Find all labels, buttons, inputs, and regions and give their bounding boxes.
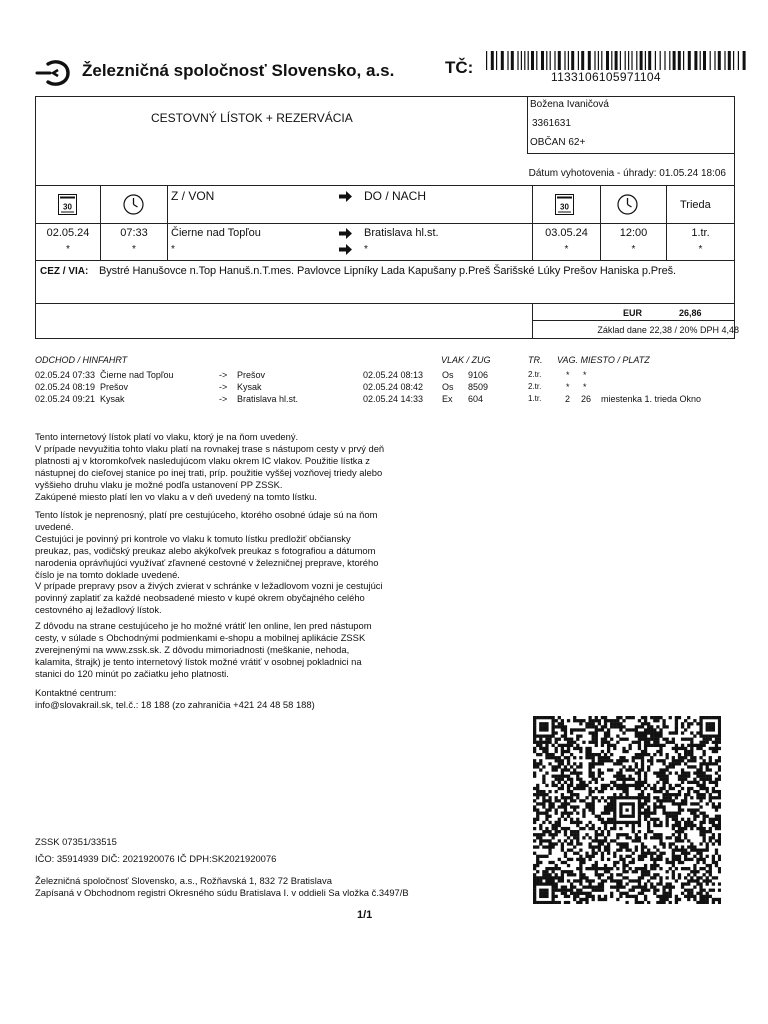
- tc-label: TČ:: [445, 58, 474, 77]
- passenger-name: Božena Ivaničová: [530, 99, 609, 110]
- footer-code: ZSSK 07351/33515: [35, 836, 117, 847]
- to-header: DO / NACH: [364, 189, 427, 203]
- contact-paragraph: [35, 687, 435, 711]
- row-arrow: ->: [219, 370, 228, 380]
- clock-icon: [617, 194, 638, 215]
- tax-line: Základ dane 22,38 / 20% DPH 4,48: [597, 325, 739, 335]
- footer-registry: Zapísaná v Obchodnom registri Okresného súdu Bratislava I. v oddieli Sa vložka č.3497/B: [35, 887, 409, 898]
- row-from: Čierne nad Topľou: [100, 370, 174, 380]
- row-departure: 02.05.24 08:19: [35, 382, 96, 392]
- destination-station: Bratislava hl.st.: [364, 227, 439, 239]
- zssk-logo-icon: [34, 58, 72, 88]
- price: 26,86: [679, 308, 702, 318]
- journey-header-train: VLAK / ZUG: [441, 355, 491, 365]
- departure-time: 07:33: [120, 227, 148, 239]
- footer-address: Železničná spoločnosť Slovensko, a.s., Rožňavská 1, 832 72 Bratislava: [35, 875, 332, 886]
- valid-until-time: 12:00: [619, 227, 648, 239]
- passenger-category: OBČAN 62+: [530, 137, 586, 148]
- transferability-paragraph: Tento lístok je neprenosný, platí pre cestujúceho, ktorého osobné údaje sú na ňom uvedené. Cestujúci je povinný pri kontrole vo vlaku k tomuto lístku predložiť občiansky preukaz, pas, vodičský preukaz alebo akýkoľvek preukaz s fotografiou a dátumom narodenia oprávňujúci využívať zľavnené cestovné v železničnej preprave, ktorého číslo je na tomto doklade uvedené. V prípade prepravy psov a živých zvierat v schránke v ležadlovom vozni je cestujúci povinný zaplatiť za každé neobsadené miesto v kupé okrem obyčajného celého cestovného aj ležadlový lístok.: [35, 509, 383, 616]
- destination-star: *: [364, 244, 368, 255]
- calendar-icon: [555, 194, 574, 215]
- calendar-icon: [58, 194, 77, 215]
- row-train-number: 604: [468, 394, 484, 404]
- barcode-number: 1133106105971104: [551, 70, 661, 84]
- valid-until-date-star: *: [564, 244, 569, 255]
- valid-until-time-star: *: [631, 244, 636, 255]
- contact-details: info@slovakrail.sk, tel.č.: 18 188 (zo zahraničia +421 24 48 58 188): [35, 698, 315, 710]
- footer-ids: IČO: 35914939 DIČ: 2021920076 IČ DPH:SK2021920076: [35, 853, 277, 864]
- journey-header-departure: ODCHOD / HINFAHRT: [35, 355, 128, 365]
- departure-date: 02.05.24: [46, 227, 90, 239]
- valid-until-date: 03.05.24: [545, 227, 588, 239]
- row-from: Prešov: [100, 382, 129, 392]
- departure-time-star: *: [132, 244, 136, 255]
- row-class: 2.tr.: [528, 370, 542, 379]
- row-train-type: Os: [442, 382, 454, 392]
- currency: EUR: [623, 308, 643, 318]
- row-departure: 02.05.24 07:33: [35, 370, 96, 380]
- departure-date-star: *: [66, 244, 70, 255]
- row-to: Kysak: [237, 382, 262, 392]
- ticket-title: CESTOVNÝ LÍSTOK + REZERVÁCIA: [151, 111, 353, 125]
- row-to: Bratislava hl.st.: [237, 394, 299, 404]
- from-header: Z / VON: [171, 189, 215, 203]
- arrow-right-icon: [339, 228, 352, 239]
- row-arrow: ->: [219, 394, 228, 404]
- via-stations: Bystré Hanušovce n.Top Hanuš.n.T.mes. Pavlovce Lipníky Lada Kapušany p.Preš Šarišské Lúky Prešov Haniska p.Preš.: [99, 265, 676, 277]
- row-seat: 26: [581, 394, 592, 404]
- journey-header-seat: VAG. MIESTO / PLATZ: [557, 355, 650, 365]
- calendar-icon-label: 30: [63, 202, 72, 212]
- row-arrow: ->: [219, 382, 228, 392]
- calendar-icon-label: 30: [560, 202, 569, 212]
- origin-station: Čierne nad Topľou: [171, 227, 261, 239]
- row-from: Kysak: [100, 394, 125, 404]
- row-note: miestenka 1. trieda Okno: [601, 394, 702, 404]
- arrow-right-icon: [339, 244, 352, 255]
- origin-star: *: [171, 244, 175, 255]
- travel-class: 1.tr.: [691, 227, 710, 239]
- row-to: Prešov: [237, 370, 266, 380]
- row-train-type: Os: [442, 370, 454, 380]
- passenger-id: 3361631: [532, 118, 571, 129]
- row-arrival: 02.05.24 08:42: [363, 382, 424, 392]
- contact-label: Kontaktné centrum:: [35, 687, 117, 698]
- arrow-right-icon: [339, 191, 352, 202]
- row-car: *: [566, 370, 570, 380]
- row-car: *: [566, 382, 570, 392]
- qr-code-icon: [533, 716, 721, 904]
- journey-header-class: TR.: [528, 355, 543, 365]
- clock-icon: [123, 194, 144, 215]
- row-seat: *: [583, 382, 587, 392]
- row-train-type: Ex: [442, 394, 453, 404]
- company-title: Železničná spoločnosť Slovensko, a.s.: [82, 61, 395, 80]
- class-header: Trieda: [680, 199, 711, 211]
- row-arrival: 02.05.24 14:33: [363, 394, 424, 404]
- page-number: 1/1: [357, 909, 373, 921]
- row-departure: 02.05.24 09:21: [35, 394, 96, 404]
- row-class: 1.tr.: [528, 394, 542, 403]
- row-car: 2: [565, 394, 571, 404]
- via-label: CEZ / VIA:: [40, 266, 89, 277]
- row-seat: *: [583, 370, 587, 380]
- refund-paragraph: Z dôvodu na strane cestujúceho je ho možné vrátiť len online, len pred nástupom cesty, v súlade s Obchodnými podmienkami e-shopu a mobilnej aplikácie ZSSK zverejnenými na www.zssk.sk. Z dôvodu mimoriadnosti (meškanie, nehoda, kalamita, štrajk) je tento internetový lístok možné vrátiť v osobnej pokladnici na stanici do 120 minút po začiatku jeho platnosti.: [35, 620, 372, 679]
- issue-date: Dátum vyhotovenia - úhrady: 01.05.24 18:06: [528, 168, 726, 179]
- row-train-number: 9106: [468, 370, 489, 380]
- travel-class-star: *: [698, 244, 703, 255]
- row-arrival: 02.05.24 08:13: [363, 370, 424, 380]
- row-class: 2.tr.: [528, 382, 542, 391]
- validity-paragraph: Tento internetový lístok platí vo vlaku, ktorý je na ňom uvedený. V prípade nevyužitia tohto vlaku platí na rovnakej trase s nástupom cesty v prvý deň platnosti aj v ktoromkoľvek nasledujúcom vlaku okrem IC vlakov. Použitie lístka z nástupnej do cieľovej stanice po inej trati, príp. použitie vyššej vozňovej triedy alebo vyššieho druhu vlaku je možné podľa ustanovení PP ZSSK. Zakúpené miesto platí len vo vlaku a v deň uvedený na tomto lístku.: [35, 431, 385, 502]
- row-train-number: 8509: [468, 382, 489, 392]
